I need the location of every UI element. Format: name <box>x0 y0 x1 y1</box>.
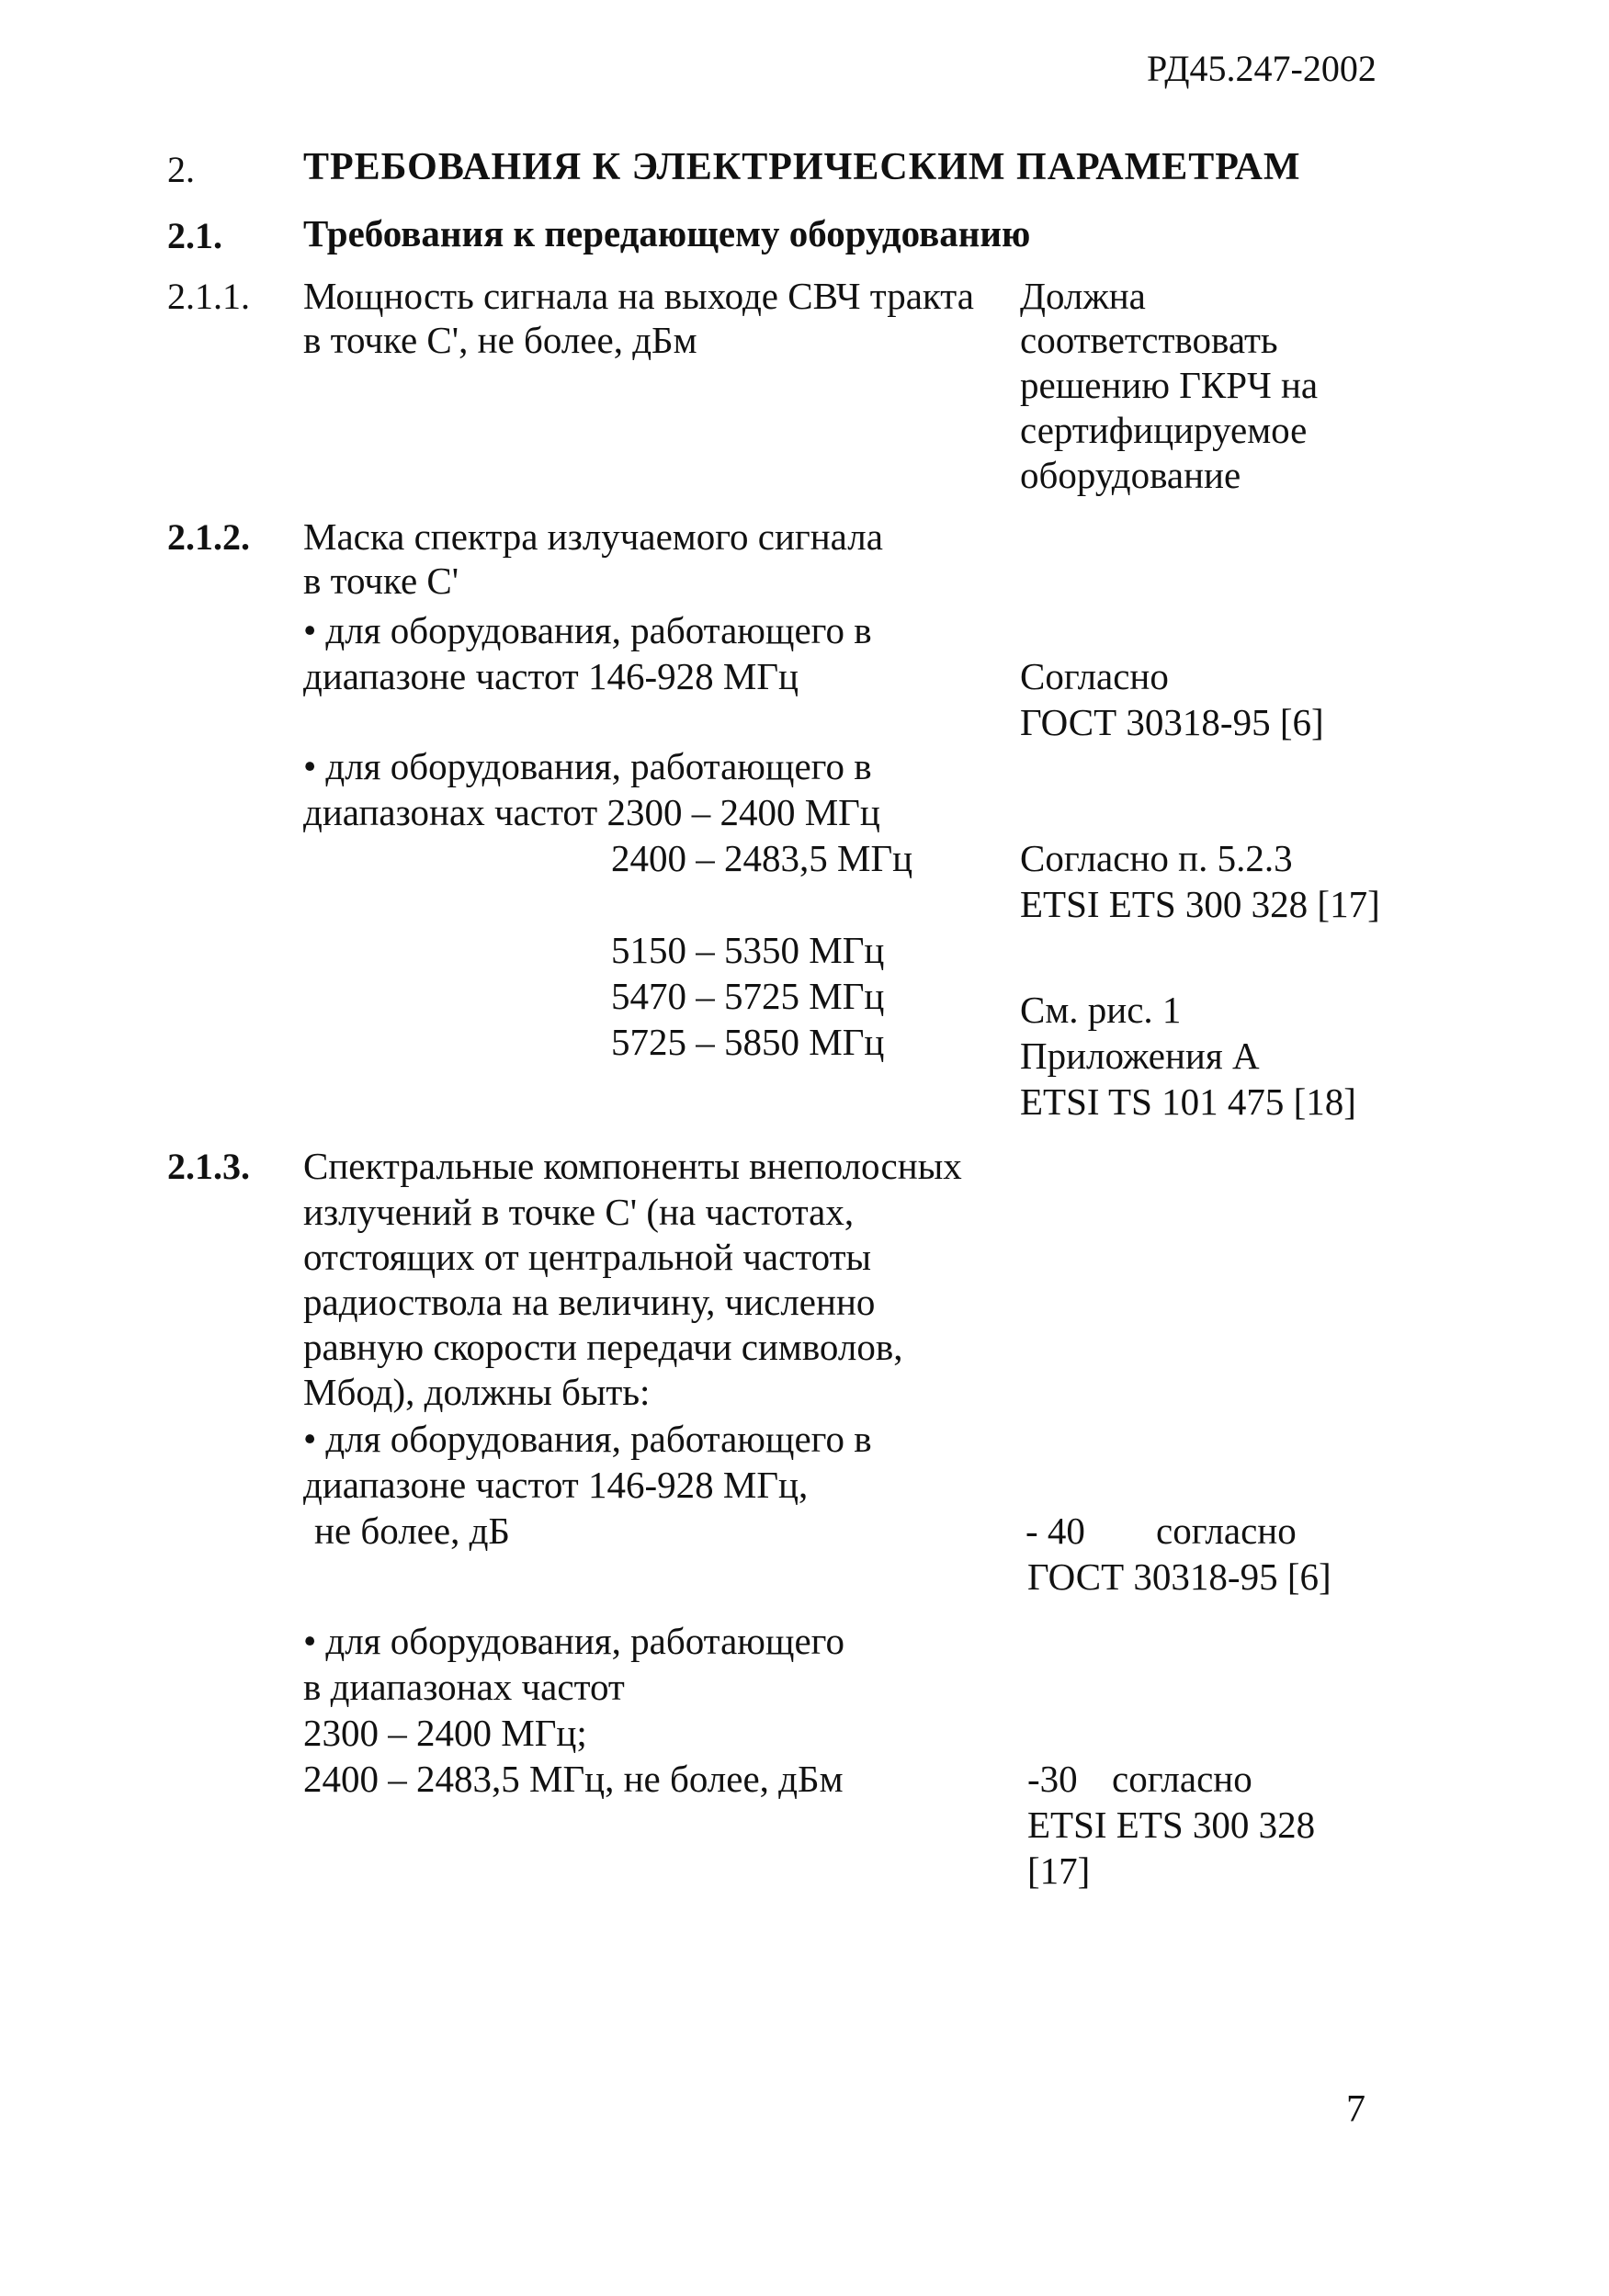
item-text-line: 2300 – 2400 МГц; <box>303 1712 587 1754</box>
bullet-line <box>303 1619 844 1664</box>
item-text-line: диапазонах частот 2300 – 2400 МГц <box>303 791 880 833</box>
item-text-line: отстоящих от центральной частоты <box>303 1236 872 1278</box>
bullet-icon: • <box>303 1620 317 1662</box>
bullet-text: для оборудования, работающего в <box>325 609 872 651</box>
requirement-value-line: Согласно п. 5.2.3 <box>1020 837 1293 879</box>
item-text-line: диапазоне частот 146-928 МГц, <box>303 1464 809 1506</box>
requirement-value-line: соответствовать <box>1020 319 1278 361</box>
requirement-value-line: См. рис. 1 <box>1020 989 1182 1031</box>
limit-value-word: согласно <box>1112 1758 1252 1800</box>
item-number-2-1-1: 2.1.1. <box>167 276 250 317</box>
frequency-range: 5725 – 5850 МГц <box>611 1021 885 1063</box>
subsection-number: 2.1. <box>167 215 222 256</box>
limit-value: - 40 <box>1025 1510 1085 1552</box>
requirement-value-line: ETSI TS 101 475 [18] <box>1020 1080 1356 1123</box>
bullet-icon: • <box>303 1418 317 1460</box>
section-number: 2. <box>167 149 195 190</box>
item-text-line: не более, дБ <box>314 1510 510 1552</box>
requirement-value-line: решению ГКРЧ на <box>1020 364 1319 406</box>
item-text-line: 2400 – 2483,5 МГц, не более, дБм <box>303 1758 844 1800</box>
requirement-value-line: ETSI ETS 300 328 [17] <box>1020 883 1380 925</box>
bullet-line <box>303 1417 872 1462</box>
requirement-value-line: ГОСТ 30318-95 [6] <box>1027 1555 1331 1598</box>
item-text-line: в точке С' <box>303 560 459 602</box>
frequency-range: 5470 – 5725 МГц <box>611 975 885 1017</box>
item-text-line: равную скорости передачи символов, <box>303 1326 903 1368</box>
item-text-line: Маска спектра излучаемого сигнала <box>303 515 883 558</box>
item-text-line: радиоствола на величину, численно <box>303 1281 876 1323</box>
section-title: ТРЕБОВАНИЯ К ЭЛЕКТРИЧЕСКИМ ПАРАМЕТРАМ <box>303 146 1301 188</box>
item-text-line: в точке С', не более, дБм <box>303 319 697 361</box>
item-number-2-1-2: 2.1.2. <box>167 516 250 558</box>
frequency-range: 5150 – 5350 МГц <box>611 929 885 971</box>
bullet-line <box>303 608 872 653</box>
subsection-title: Требования к передающему оборудованию <box>303 212 1031 254</box>
item-number-2-1-3: 2.1.3. <box>167 1146 250 1187</box>
page-number: 7 <box>1346 2088 1365 2131</box>
requirement-value-line: сертифицируемое <box>1020 409 1308 451</box>
item-text-line: диапазоне частот 146-928 МГц <box>303 655 799 697</box>
item-text-line: Мбод), должны быть: <box>303 1371 651 1413</box>
item-text-line: Спектральные компоненты внеполосных <box>303 1145 962 1187</box>
bullet-text: для оборудования, работающего <box>325 1620 844 1662</box>
requirement-value-line: ГОСТ 30318-95 [6] <box>1020 701 1324 743</box>
bullet-text: для оборудования, работающего в <box>325 745 872 787</box>
item-text-line: в диапазонах частот <box>303 1666 625 1708</box>
bullet-icon: • <box>303 745 317 787</box>
requirement-value-line: ETSI ETS 300 328 <box>1027 1804 1316 1846</box>
requirement-value-line: [17] <box>1027 1849 1091 1892</box>
document-code: РД45.247-2002 <box>1147 48 1377 89</box>
limit-value: -30 <box>1027 1758 1078 1800</box>
item-text-line: Мощность сигнала на выходе СВЧ тракта <box>303 275 974 317</box>
frequency-range: 2400 – 2483,5 МГц <box>611 837 913 879</box>
requirement-value-line: Согласно <box>1020 655 1169 697</box>
bullet-line <box>303 744 872 789</box>
requirement-value-line: Приложения А <box>1020 1035 1260 1077</box>
requirement-value-line: оборудование <box>1020 454 1241 496</box>
bullet-icon: • <box>303 609 317 651</box>
requirement-value-line: Должна <box>1020 275 1146 317</box>
item-text-line: излучений в точке С' (на частотах, <box>303 1191 855 1233</box>
bullet-text: для оборудования, работающего в <box>325 1418 872 1460</box>
limit-value-word: согласно <box>1156 1510 1297 1552</box>
